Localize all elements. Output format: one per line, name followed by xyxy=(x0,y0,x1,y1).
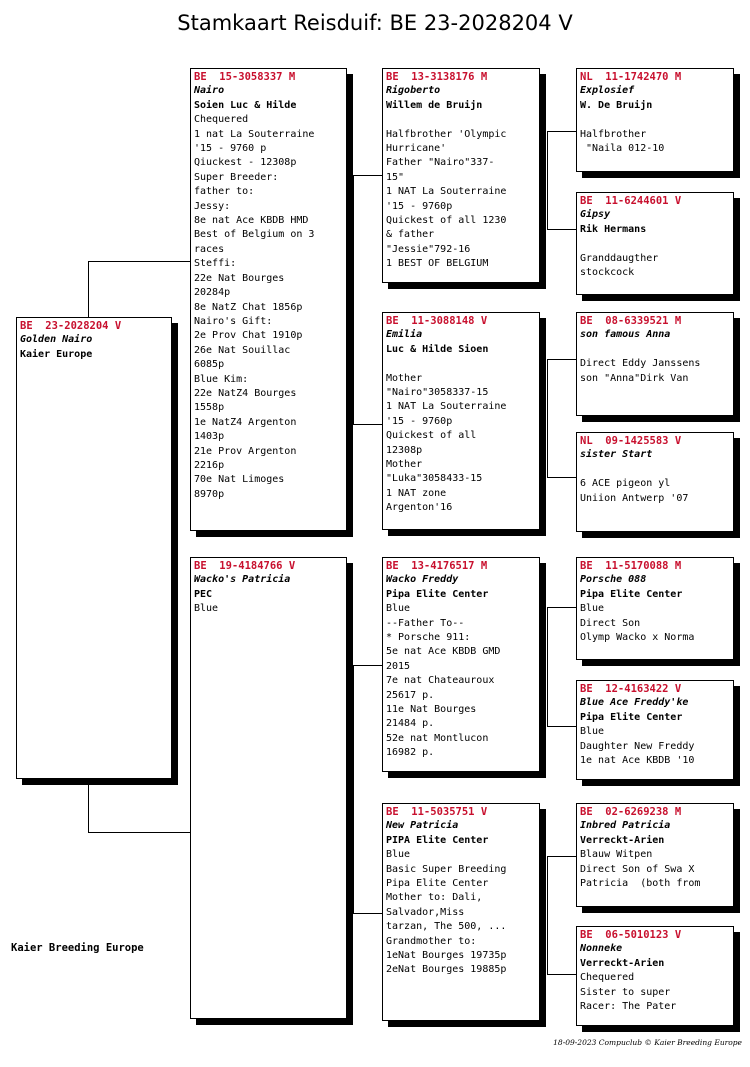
connector-line xyxy=(547,856,548,975)
connector-line xyxy=(547,726,576,727)
ring-number: BE 12-4163422 V xyxy=(580,683,682,695)
pigeon-notes: Halfbrother "Naila 012-10 xyxy=(580,128,665,155)
pigeon-notes: 6 ACE pigeon yl Uniion Antwerp '07 xyxy=(580,478,689,504)
pigeon-name: Nairo xyxy=(194,85,225,97)
pigeon-card-dam[interactable] xyxy=(190,557,347,1019)
pigeon-name: Wacko's Patricia xyxy=(194,574,291,586)
connector-line xyxy=(547,477,576,478)
ring-number: NL 11-1742470 M xyxy=(580,71,682,83)
connector-line xyxy=(88,785,89,833)
pigeon-notes: Chequered Sister to super Racer: The Pater xyxy=(580,972,677,1013)
connector-line xyxy=(353,175,354,425)
ring-number: BE 13-3138176 M xyxy=(386,71,488,83)
pigeon-card-dsd[interactable] xyxy=(576,680,734,780)
connector-line xyxy=(88,832,190,833)
ring-number: BE 06-5010123 V xyxy=(580,929,682,941)
pigeon-name: Wacko Freddy xyxy=(386,574,459,586)
pigeon-notes: Direct Eddy Janssens son "Anna"Dirk Van xyxy=(580,358,701,384)
ring-number: BE 11-5170088 M xyxy=(580,560,682,572)
pigeon-name: Nonneke xyxy=(580,943,623,955)
pigeon-name: Gipsy xyxy=(580,209,611,221)
pigeon-card-dds[interactable] xyxy=(576,803,734,907)
pigeon-name: sister Start xyxy=(580,449,653,461)
pigeon-owner: Willem de Bruijn xyxy=(386,99,483,111)
ring-number: BE 11-3088148 V xyxy=(386,315,488,327)
pigeon-card-dss[interactable] xyxy=(576,557,734,660)
ring-number: BE 15-3058337 M xyxy=(194,71,296,83)
pigeon-name: Rigoberto xyxy=(386,85,441,97)
pigeon-card-sd[interactable] xyxy=(382,312,540,530)
pigeon-card-sdd[interactable] xyxy=(576,432,734,532)
pigeon-notes: Blue --Father To-- * Porsche 911: 5e nat Ace KBDB GMD 2015 7e nat Chateauroux 25617 p. 11e Nat Bourges 21484 p. 52e nat Montlucon 16982 p. xyxy=(386,603,501,759)
connector-line xyxy=(353,175,382,176)
pigeon-name: Porsche 088 xyxy=(580,574,647,586)
pigeon-card-ssd[interactable] xyxy=(576,192,734,295)
footer-credit: 18-09-2023 Compuclub © Kaier Breeding Europe xyxy=(553,1038,742,1047)
pigeon-notes: Granddaugther stockcock xyxy=(580,252,659,279)
connector-line xyxy=(353,665,382,666)
connector-line xyxy=(547,359,576,360)
pigeon-owner: Pipa Elite Center xyxy=(386,588,489,600)
pigeon-name: Inbred Patricia xyxy=(580,820,671,832)
pigeon-notes: Blue Basic Super Breeding Pipa Elite Center Mother to: Dali, Salvador,Miss tarzan, The 500, ... Grandmother to: 1eNat Bourges 19735p 2eNat Bourges 19885p xyxy=(386,849,507,976)
ring-number: BE 13-4176517 M xyxy=(386,560,488,572)
pigeon-card-subject[interactable] xyxy=(16,317,172,779)
pigeon-owner: W. De Bruijn xyxy=(580,99,653,111)
connector-line xyxy=(547,131,576,132)
pigeon-card-ddd[interactable] xyxy=(576,926,734,1026)
pigeon-name: Emilia xyxy=(386,329,423,341)
ring-number: BE 11-6244601 V xyxy=(580,195,682,207)
pigeon-owner: PIPA Elite Center xyxy=(386,834,489,846)
breeder-name: Kaier Breeding Europe xyxy=(11,942,144,954)
pigeon-card-sss[interactable] xyxy=(576,68,734,172)
page-title: Stamkaart Reisduif: BE 23-2028204 V xyxy=(177,11,573,35)
connector-line xyxy=(547,359,548,478)
pigeon-card-ds[interactable] xyxy=(382,557,540,772)
ring-number: BE 02-6269238 M xyxy=(580,806,682,818)
connector-line xyxy=(353,913,382,914)
pigeon-card-sds[interactable] xyxy=(576,312,734,416)
pigeon-name: Blue Ace Freddy'ke xyxy=(580,697,689,709)
pigeon-notes: Chequered 1 nat La Souterraine '15 - 9760 p Qiuckest - 12308p Super Breeder: father to: Jessy: 8e nat Ace KBDB HMD Best of Belgium on 3 races Steffi: 22e Nat Bourges 20284p 8e NatZ Chat 1856p Nairo's Gift: 2e Prov Chat 1910p 26e Nat Souillac 6085p Blue Kim: 22e NatZ4 Bourges 1558p 1e NatZ4 Argenton 1403p 21e Prov Argenton 2216p 70e Nat Limoges 8970p xyxy=(194,114,315,500)
pigeon-card-dd[interactable] xyxy=(382,803,540,1021)
ring-number: BE 08-6339521 M xyxy=(580,315,682,327)
pigeon-notes: Halfbrother 'Olympic Hurricane' Father "Nairo"337- 15" 1 NAT La Souterraine '15 - 9760p Quickest of all 1230 & father "Jessie"792-16 1 BEST OF BELGIUM xyxy=(386,128,507,270)
pigeon-name: Golden Nairo xyxy=(20,334,93,346)
pigeon-name: son famous Anna xyxy=(580,329,671,341)
connector-line xyxy=(353,665,354,914)
pigeon-notes: Blue xyxy=(194,603,219,615)
pigeon-owner: Pipa Elite Center xyxy=(580,711,683,723)
connector-line xyxy=(547,856,576,857)
connector-line xyxy=(547,229,576,230)
connector-line xyxy=(88,261,190,262)
pigeon-card-sire[interactable] xyxy=(190,68,347,531)
pigeon-notes: Blue Direct Son Olymp Wacko x Norma xyxy=(580,603,695,644)
pigeon-owner: Kaier Europe xyxy=(20,348,93,360)
pigeon-owner: Luc & Hilde Sioen xyxy=(386,343,489,355)
pigeon-owner: Verreckt-Arien xyxy=(580,834,665,846)
connector-line xyxy=(547,131,548,230)
pigeon-name: New Patricia xyxy=(386,820,459,832)
pigeon-owner: Rik Hermans xyxy=(580,223,647,235)
pigeon-name: Explosief xyxy=(580,85,635,97)
ring-number: NL 09-1425583 V xyxy=(580,435,682,447)
ring-number: BE 19-4184766 V xyxy=(194,560,296,572)
pigeon-notes: Mother "Nairo"3058337-15 1 NAT La Souterraine '15 - 9760p Quickest of all 12308p Mother "Luka"3058433-15 1 NAT zone Argenton'16 xyxy=(386,372,507,514)
pigeon-notes: Blue Daughter New Freddy 1e nat Ace KBDB '10 xyxy=(580,726,695,767)
connector-line xyxy=(547,607,548,727)
connector-line xyxy=(547,607,576,608)
pigeon-owner: Verreckt-Arien xyxy=(580,957,665,969)
pigeon-card-ss[interactable] xyxy=(382,68,540,283)
pigeon-owner: Pipa Elite Center xyxy=(580,588,683,600)
connector-line xyxy=(353,424,382,425)
ring-number: BE 11-5035751 V xyxy=(386,806,488,818)
connector-line xyxy=(88,261,89,318)
ring-number: BE 23-2028204 V xyxy=(20,320,122,332)
connector-line xyxy=(547,974,576,975)
pigeon-notes: Blauw Witpen Direct Son of Swa X Patricia (both from xyxy=(580,849,701,890)
pigeon-owner: Soien Luc & Hilde xyxy=(194,99,297,111)
pigeon-owner: PEC xyxy=(194,588,213,600)
